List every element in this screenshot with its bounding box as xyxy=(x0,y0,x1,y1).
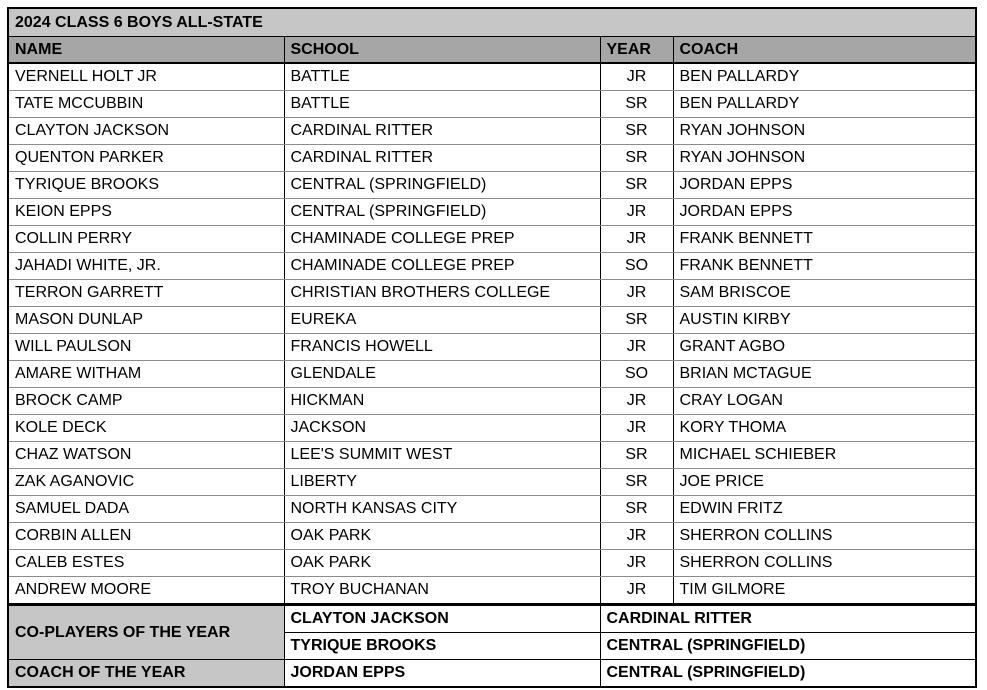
co-player-school: CARDINAL RITTER xyxy=(600,605,976,633)
table-row xyxy=(8,442,976,469)
player-coach: FRANK BENNETT xyxy=(673,253,976,280)
player-school: CHRISTIAN BROTHERS COLLEGE xyxy=(284,280,600,307)
player-name: WILL PAULSON xyxy=(8,334,284,361)
coach-of-year-row xyxy=(8,660,976,688)
table-row xyxy=(8,469,976,496)
table-row xyxy=(8,550,976,577)
player-coach: BEN PALLARDY xyxy=(673,91,976,118)
table-row xyxy=(8,388,976,415)
table-row xyxy=(8,145,976,172)
player-coach: RYAN JOHNSON xyxy=(673,145,976,172)
player-year: JR xyxy=(600,523,673,550)
player-year: SR xyxy=(600,118,673,145)
all-state-sheet xyxy=(7,7,977,688)
player-year: JR xyxy=(600,388,673,415)
player-coach: KORY THOMA xyxy=(673,415,976,442)
header-row xyxy=(8,37,976,64)
title-row xyxy=(8,8,976,37)
player-coach: TIM GILMORE xyxy=(673,577,976,605)
player-school: HICKMAN xyxy=(284,388,600,415)
co-player-name: TYRIQUE BROOKS xyxy=(284,633,600,660)
player-name: AMARE WITHAM xyxy=(8,361,284,388)
player-coach: JOE PRICE xyxy=(673,469,976,496)
player-school: CHAMINADE COLLEGE PREP xyxy=(284,226,600,253)
table-row xyxy=(8,118,976,145)
player-name: TATE MCCUBBIN xyxy=(8,91,284,118)
player-coach: JORDAN EPPS xyxy=(673,172,976,199)
player-school: FRANCIS HOWELL xyxy=(284,334,600,361)
player-school: CENTRAL (SPRINGFIELD) xyxy=(284,199,600,226)
player-name: MASON DUNLAP xyxy=(8,307,284,334)
player-school: TROY BUCHANAN xyxy=(284,577,600,605)
co-players-row-1 xyxy=(8,605,976,633)
table-row xyxy=(8,280,976,307)
table-row xyxy=(8,334,976,361)
player-coach: CRAY LOGAN xyxy=(673,388,976,415)
player-year: JR xyxy=(600,577,673,605)
player-school: OAK PARK xyxy=(284,523,600,550)
player-name: CALEB ESTES xyxy=(8,550,284,577)
player-school: LIBERTY xyxy=(284,469,600,496)
header-coach: COACH xyxy=(673,37,976,64)
player-coach: EDWIN FRITZ xyxy=(673,496,976,523)
header-name: NAME xyxy=(8,37,284,64)
player-name: ZAK AGANOVIC xyxy=(8,469,284,496)
co-players-label: CO-PLAYERS OF THE YEAR xyxy=(8,605,284,660)
table-row xyxy=(8,91,976,118)
co-player-name: CLAYTON JACKSON xyxy=(284,605,600,633)
player-name: CLAYTON JACKSON xyxy=(8,118,284,145)
player-name: JAHADI WHITE, JR. xyxy=(8,253,284,280)
co-player-school: CENTRAL (SPRINGFIELD) xyxy=(600,633,976,660)
player-school: GLENDALE xyxy=(284,361,600,388)
player-coach: JORDAN EPPS xyxy=(673,199,976,226)
player-coach: AUSTIN KIRBY xyxy=(673,307,976,334)
table-row xyxy=(8,253,976,280)
player-name: CORBIN ALLEN xyxy=(8,523,284,550)
player-school: BATTLE xyxy=(284,63,600,91)
table-row xyxy=(8,226,976,253)
table-row xyxy=(8,307,976,334)
player-school: OAK PARK xyxy=(284,550,600,577)
player-name: BROCK CAMP xyxy=(8,388,284,415)
player-coach: BEN PALLARDY xyxy=(673,63,976,91)
table-row xyxy=(8,496,976,523)
coach-of-year-school: CENTRAL (SPRINGFIELD) xyxy=(600,660,976,688)
player-school: EUREKA xyxy=(284,307,600,334)
player-name: SAMUEL DADA xyxy=(8,496,284,523)
coach-of-year-label: COACH OF THE YEAR xyxy=(8,660,284,688)
sheet-title: 2024 CLASS 6 BOYS ALL-STATE xyxy=(8,8,976,37)
player-year: JR xyxy=(600,550,673,577)
table-row xyxy=(8,199,976,226)
table-row xyxy=(8,415,976,442)
player-school: CENTRAL (SPRINGFIELD) xyxy=(284,172,600,199)
player-school: JACKSON xyxy=(284,415,600,442)
player-coach: RYAN JOHNSON xyxy=(673,118,976,145)
player-name: CHAZ WATSON xyxy=(8,442,284,469)
player-year: SR xyxy=(600,307,673,334)
player-coach: BRIAN MCTAGUE xyxy=(673,361,976,388)
player-year: SR xyxy=(600,172,673,199)
player-year: SR xyxy=(600,496,673,523)
player-school: CHAMINADE COLLEGE PREP xyxy=(284,253,600,280)
player-name: VERNELL HOLT JR xyxy=(8,63,284,91)
table-row xyxy=(8,523,976,550)
player-year: JR xyxy=(600,226,673,253)
player-name: COLLIN PERRY xyxy=(8,226,284,253)
player-year: SR xyxy=(600,469,673,496)
player-coach: FRANK BENNETT xyxy=(673,226,976,253)
player-name: KOLE DECK xyxy=(8,415,284,442)
player-year: SR xyxy=(600,442,673,469)
header-school: SCHOOL xyxy=(284,37,600,64)
player-year: SR xyxy=(600,91,673,118)
header-year: YEAR xyxy=(600,37,673,64)
player-coach: SHERRON COLLINS xyxy=(673,523,976,550)
table-row xyxy=(8,361,976,388)
player-year: JR xyxy=(600,280,673,307)
player-year: JR xyxy=(600,334,673,361)
player-year: SO xyxy=(600,253,673,280)
player-coach: SHERRON COLLINS xyxy=(673,550,976,577)
player-name: TYRIQUE BROOKS xyxy=(8,172,284,199)
table-row xyxy=(8,172,976,199)
player-coach: GRANT AGBO xyxy=(673,334,976,361)
player-name: QUENTON PARKER xyxy=(8,145,284,172)
player-year: JR xyxy=(600,415,673,442)
player-year: SO xyxy=(600,361,673,388)
player-school: CARDINAL RITTER xyxy=(284,118,600,145)
table-row xyxy=(8,577,976,605)
player-name: ANDREW MOORE xyxy=(8,577,284,605)
player-year: JR xyxy=(600,199,673,226)
player-school: NORTH KANSAS CITY xyxy=(284,496,600,523)
player-year: SR xyxy=(600,145,673,172)
player-school: LEE'S SUMMIT WEST xyxy=(284,442,600,469)
all-state-table xyxy=(7,7,977,688)
player-name: KEION EPPS xyxy=(8,199,284,226)
player-coach: MICHAEL SCHIEBER xyxy=(673,442,976,469)
player-school: BATTLE xyxy=(284,91,600,118)
player-name: TERRON GARRETT xyxy=(8,280,284,307)
table-row xyxy=(8,63,976,91)
player-school: CARDINAL RITTER xyxy=(284,145,600,172)
player-coach: SAM BRISCOE xyxy=(673,280,976,307)
player-year: JR xyxy=(600,63,673,91)
coach-of-year-name: JORDAN EPPS xyxy=(284,660,600,688)
